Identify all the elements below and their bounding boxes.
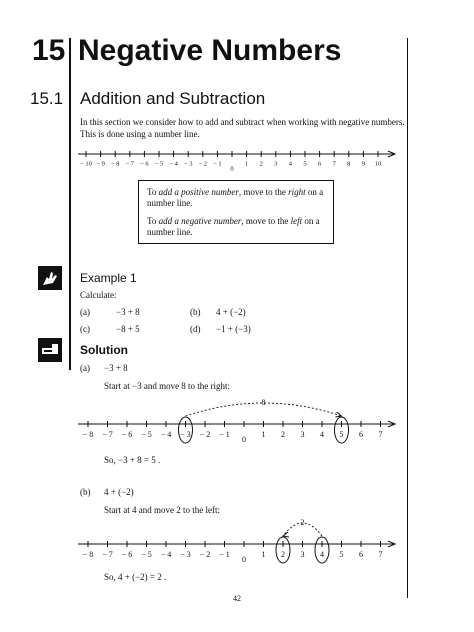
solution-a-conclusion: So, −3 + 8 = 5 . xyxy=(104,455,161,465)
tick-label: 1 xyxy=(261,550,266,559)
tick-label: − 1 xyxy=(219,550,230,559)
tick-label: − 1 xyxy=(219,430,230,439)
tick-label: 4 xyxy=(320,550,324,559)
number-line-main xyxy=(78,146,398,174)
section-number: 15.1 xyxy=(30,89,64,108)
tick-label: − 2 xyxy=(199,430,211,439)
chapter-title: Negative Numbers xyxy=(78,34,342,67)
tick-label: − 4 xyxy=(160,430,172,439)
solution-b-conclusion: So, 4 + (−2) = 2 . xyxy=(104,572,167,582)
solution-b-label: (b) xyxy=(80,487,91,497)
solution-hand-icon xyxy=(38,338,62,362)
part-a-expr: −3 + 8 xyxy=(116,307,140,317)
rule-positive-pre: To xyxy=(147,187,159,197)
tick-label: 4 xyxy=(320,430,324,439)
example-hand-icon xyxy=(38,266,62,290)
tick-label: 2 xyxy=(281,430,285,439)
tick-label: − 6 xyxy=(140,160,149,168)
number-line-a xyxy=(78,392,400,452)
tick-label: − 5 xyxy=(141,430,152,439)
tick-label: 8 xyxy=(347,160,351,168)
tick-label: − 8 xyxy=(82,550,94,559)
tick-label: 7 xyxy=(332,160,336,168)
tick-label: − 8 xyxy=(82,430,94,439)
rule-negative xyxy=(147,216,325,238)
rule-positive xyxy=(147,187,325,209)
tick-label: − 3 xyxy=(180,430,191,439)
rule-negative-dir: left xyxy=(290,216,303,226)
solution-b-instruction: Start at 4 and move 2 to the left: xyxy=(104,505,220,515)
tick-label: − 4 xyxy=(160,550,172,559)
tick-label: 3 xyxy=(300,550,305,559)
tick-label: − 8 xyxy=(110,160,120,168)
solution-title: Solution xyxy=(80,343,128,357)
rule-negative-em: add a negative number xyxy=(158,216,242,226)
tick-label: − 5 xyxy=(141,550,152,559)
margin-rule xyxy=(407,38,408,598)
part-d-label: (d) xyxy=(190,324,201,334)
solution-b-expr: 4 + (−2) xyxy=(104,487,134,497)
tick-label: − 4 xyxy=(169,160,178,168)
tick-label: − 5 xyxy=(154,160,164,168)
example-prompt: Calculate: xyxy=(80,290,117,300)
page-number: 42 xyxy=(233,594,241,603)
tick-label: 6 xyxy=(317,160,322,168)
jump-label: 2 xyxy=(300,518,305,527)
rule-negative-pre: To xyxy=(147,216,159,226)
tick-label: 2 xyxy=(281,550,285,559)
rule-negative-mid: , move to the xyxy=(241,216,291,226)
rule-negative-post: on a number line. xyxy=(147,216,320,237)
part-b-label: (b) xyxy=(190,307,201,317)
tick-label: − 3 xyxy=(183,160,193,168)
tick-label: − 7 xyxy=(125,160,135,168)
tick-label: 4 xyxy=(288,160,293,168)
tick-label: 3 xyxy=(300,430,305,439)
rule-positive-mid: , move to the xyxy=(238,187,289,197)
tick-label: 0 xyxy=(242,555,246,564)
tick-label: 5 xyxy=(339,550,344,559)
tick-label: 7 xyxy=(378,550,383,559)
solution-a-instruction: Start at −3 and move 8 to the right: xyxy=(104,381,231,391)
tick-label: 5 xyxy=(303,160,307,168)
tick-label: − 7 xyxy=(102,550,113,559)
part-d-expr: −1 + (−3) xyxy=(216,324,251,334)
part-a-label: (a) xyxy=(80,307,90,317)
tick-label: − 7 xyxy=(102,430,113,439)
part-c-expr: −8 + 5 xyxy=(116,324,140,334)
chapter-number: 15 xyxy=(32,34,66,67)
rule-box xyxy=(138,180,334,244)
tick-label: 0 xyxy=(230,165,234,173)
tick-label: − 6 xyxy=(121,430,133,439)
rule-positive-em: add a positive number xyxy=(158,187,239,197)
tick-label: 0 xyxy=(242,435,246,444)
tick-label: − 6 xyxy=(121,550,133,559)
jump-label: 8 xyxy=(261,398,266,407)
tick-label: 6 xyxy=(359,550,363,559)
tick-label: 1 xyxy=(261,430,266,439)
rule-positive-post: on a number line. xyxy=(147,187,324,208)
tick-label: 7 xyxy=(378,430,383,439)
example-title: Example 1 xyxy=(80,271,137,285)
rule-positive-dir: right xyxy=(288,187,306,197)
tick-label: − 2 xyxy=(199,550,211,559)
tick-label: − 1 xyxy=(213,160,222,168)
part-c-label: (c) xyxy=(80,324,90,334)
tick-label: 9 xyxy=(361,160,366,168)
tick-label: 3 xyxy=(274,160,278,168)
tick-label: − 3 xyxy=(180,550,191,559)
tick-label: − 2 xyxy=(198,160,208,168)
tick-label: 6 xyxy=(359,430,363,439)
intro-paragraph: In this section we consider how to add and subtract when working with negative numbers. This is done using a number line. xyxy=(80,117,405,139)
tick-label: 2 xyxy=(259,160,263,168)
solution-a-label: (a) xyxy=(80,363,90,373)
solution-a-expr: −3 + 8 xyxy=(104,363,128,373)
tick-label: − 9 xyxy=(96,160,105,168)
tick-label: − 10 xyxy=(80,160,92,168)
part-b-expr: 4 + (−2) xyxy=(216,307,246,317)
tick-label: 10 xyxy=(374,160,382,168)
number-line-b xyxy=(78,512,400,572)
section-title: Addition and Subtraction xyxy=(80,89,266,108)
chapter-rule xyxy=(69,38,71,370)
tick-label: 1 xyxy=(244,160,249,168)
tick-label: 5 xyxy=(339,430,344,439)
